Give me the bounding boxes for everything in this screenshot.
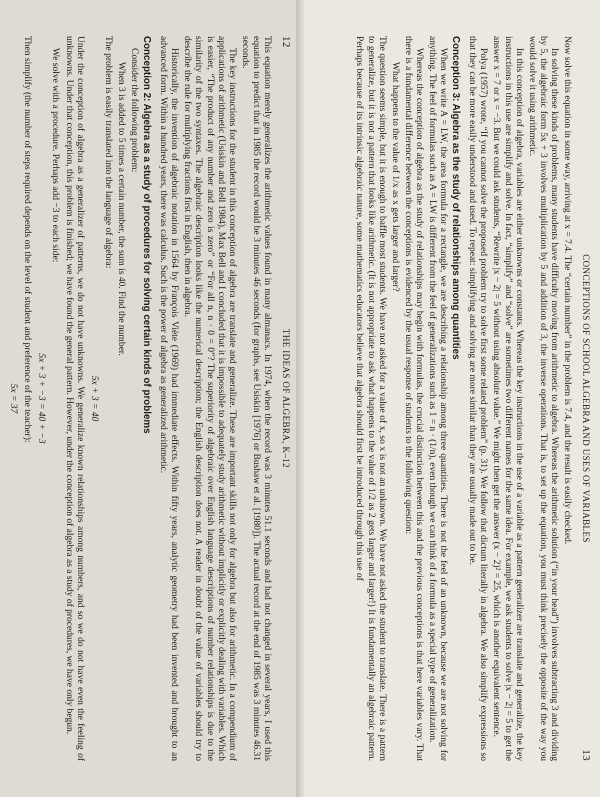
paragraph: Then simplify (the number of steps required depends on the level of student and preference of the teacher): <box>22 36 33 443</box>
left-page-header <box>278 36 292 761</box>
paragraph: Under the conception of algebra as a generalizer of patterns, we do not have unknowns. We generalize known relationships among numbers, and so we do not have even the feeling of unknowns. Under that conception, this problem is finished; we have found the general pattern. However, under the conception of algebra as a study of procedures, we have only begun. <box>63 36 85 761</box>
paragraph: In solving these kinds of problems, many students have difficulty moving from arithmetic to algebra. Whereas the arithmetic solution (“in your head”) involves subtracting 3 and dividing by 5, the algebraic form 5x + 3 involves multiplication by 5 and addition of 3, the inverse operations. That is, to set up the equation, you must think precisely the opposite of the way you would solve it using arithmetic. <box>526 36 559 761</box>
section-heading: Conception 3: Algebra as the study of relationships among quantities <box>450 36 462 360</box>
equation: 5x + 3 = 40 <box>88 375 99 422</box>
paragraph: In this conception of algebra, variables are either unknowns or constants. Whereas the key instructions in the use of a variable as a pattern generalizer are translate and generalize, the key instructions in this use are simplify and solve. In fact, “simplify” and “solve” are sometimes two different names for the same idea. For example, we ask students to solve |x − 2| = 5 to get the answer x = 7 or x = −3. But we could ask students, “Rewrite |x − 2| = 5 without using absolute value.” We might then get the answer (x − 2)² = 25, which is another equivalent sentence. <box>491 36 524 761</box>
left-page-body <box>8 36 272 761</box>
paragraph: The key instructions for the student in this conception of algebra are translate and generalize. These are important skills not only for algebra but also for arithmetic. In a compendium of applications of arithmetic (Usiskin and Bell 1984), Max Bell and I concluded that it is impossible to adequately study arithmetic without implicitly or explicitly dealing with variables. Which is easier, “The product of any number and zero is zero” or “For all n, n · 0 = 0”? The superiority of algebraic over English language descriptions of number relationships is due to the similarity of the two syntaxes. The algebraic description looks like the numerical description; the English description does not. A reader in doubt of the value of variables should try to describe the rule for multiplying fractions first in English, then in algebra. <box>182 36 237 761</box>
right-page <box>300 0 600 797</box>
right-page-body <box>308 36 572 761</box>
paragraph: Historically, the invention of algebraic notation in 1564 by François Viète (1969) had immediate effects. Within fifty years, analytic geometry had been invented and brought to an advanced form. Within a hundred years, there was calculus. Such is the power of algebra as generalized arithmetic. <box>158 36 180 761</box>
paragraph: When we write A = LW, the area formula for a rectangle, we are describing a relationship among three quantities. There is not the feel of an unknown, because we are not solving for anything. The feel of formulas such as A = LW is different from the feel of generalizations such as 1 = n · (1/n), even though we can think of a formula as a special type of generalization. <box>427 36 449 761</box>
question: What happens to the value of 1/x as x gets larger and larger? <box>389 62 400 292</box>
section-heading: Conception 2: Algebra as a study of procedures for solving certain kinds of problems <box>141 36 153 434</box>
page-number: 12 <box>280 36 292 48</box>
equation: 5x = 37 <box>8 383 19 414</box>
paragraph: Whereas the conception of algebra as the study of relationships may begin with formulas, the crucial distinction between this and the previous conceptions is that here variables vary. That there is a fundamental difference between the conceptions is evidenced by the usual response of students to the following question: <box>402 36 424 761</box>
paragraph: Consider the following problem: <box>129 48 140 173</box>
running-head: CONCEPTIONS OF SCHOOL ALGEBRA AND USES OF VARIABLES <box>581 254 591 543</box>
paragraph: Polya (1957) wrote, “If you cannot solve the proposed problem try to solve first some related problem” (p. 31). We follow that dictum literally in algebra. We also simplify expressions so that they can be more easily understood and used. To repeat: simplifying and solving are more similar than they are usually made out to be. <box>467 36 489 761</box>
page-number: 13 <box>580 749 592 761</box>
running-head: THE IDEAS OF ALGEBRA, K–12 <box>281 328 291 469</box>
paragraph: The problem is easily translated into the language of algebra: <box>102 36 113 269</box>
paragraph: Now solve this equation in some way, arriving at x = 7.4. The “certain number” in the problem is 7.4, and the result is easily checked. <box>562 36 572 545</box>
paragraph: The question seems simple, but it is enough to baffle most students. We have not asked for a value of x, so x is not an unknown. We have not asked the student to translate. There is a pattern to generalize, but it is not a pattern that looks like arithmetic. (It is not appropriate to ask what happens to the value of 1/2 as 2 gets larger and larger!) It is fundamentally an algebraic pattern. Perhaps because of its intrinsic algebraic nature, some mathematics educators believe that algebra should first be introduced through this use of <box>354 36 387 761</box>
equation: 5x + 3 + −3 = 40 + −3 <box>36 353 47 444</box>
right-page-header <box>578 36 592 761</box>
problem-statement: When 3 is added to 5 times a certain number, the sum is 40. Find the number. <box>115 62 126 356</box>
paragraph: This equation merely generalizes the arithmetic values found in many almanacs. In 1974, when the record was 3 minutes 51.1 seconds and had not changed in several years, I used this equation to predict that in 1985 the record would be 3 minutes 46 seconds (for graphs, see Usiskin [1976] or Bushaw et al. [1980]). The actual record at the end of 1985 was 3 minutes 46.31 seconds. <box>239 36 272 761</box>
paragraph: We solve with a procedure. Perhaps add −3 to each side: <box>50 48 61 263</box>
